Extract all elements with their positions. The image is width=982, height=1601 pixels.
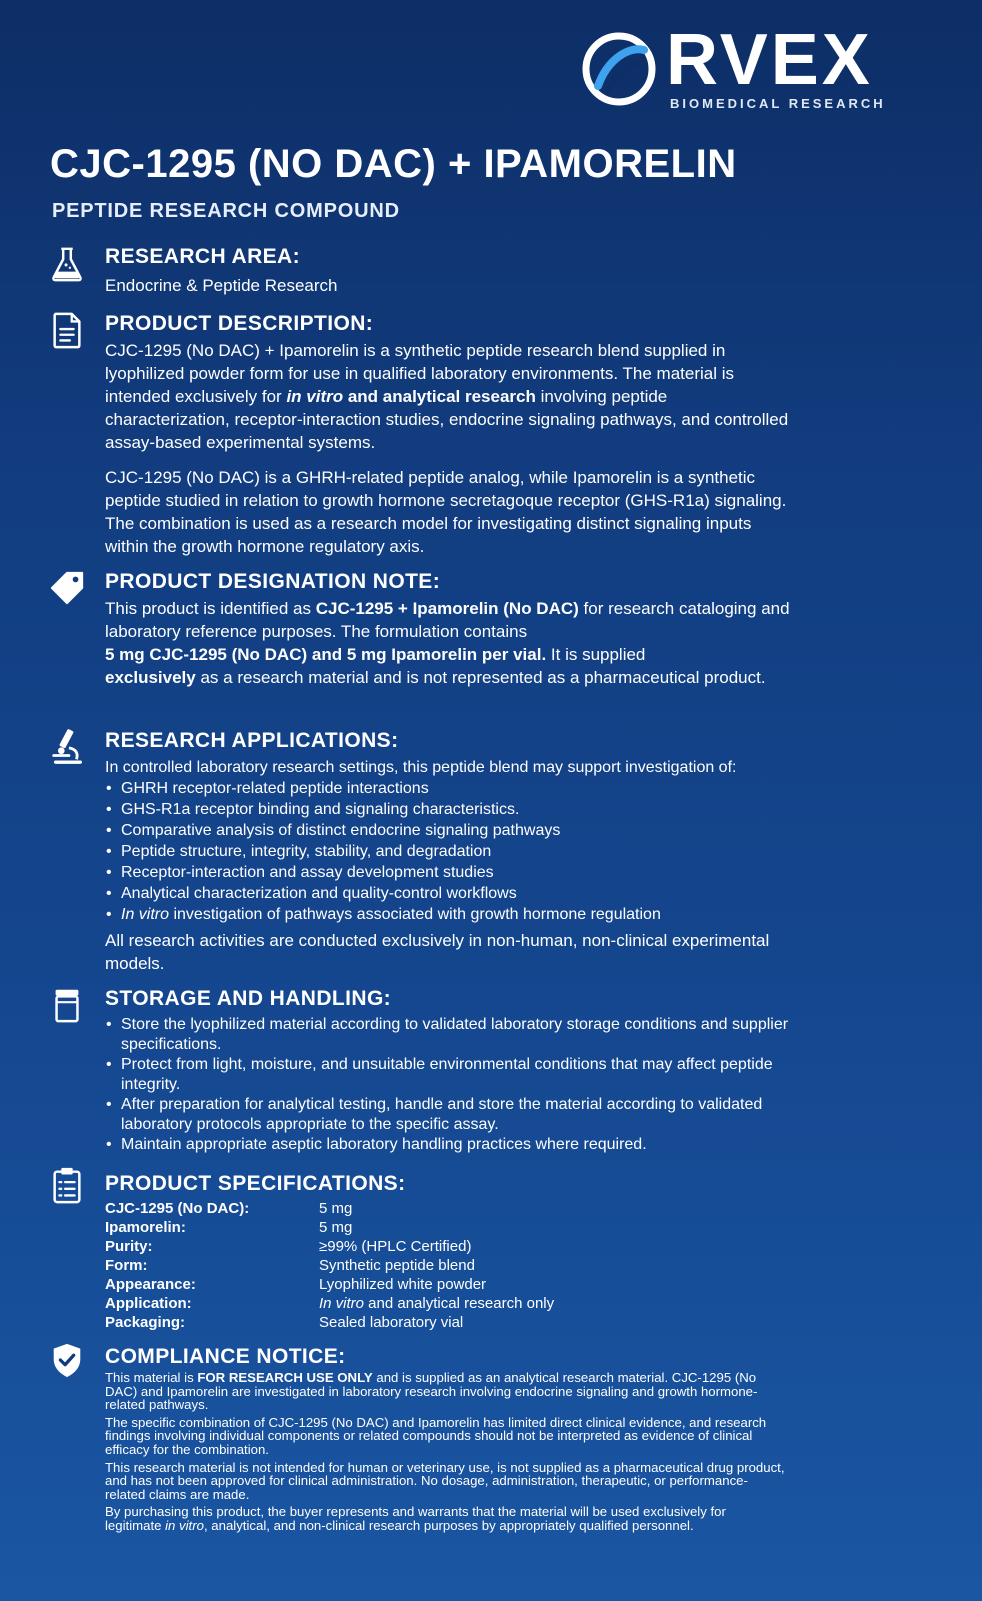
specifications-heading: PRODUCT SPECIFICATIONS: <box>105 1172 406 1195</box>
compliance-paragraph-2: The specific combination of CJC-1295 (No DAC) and Ipamorelin has limited direct clinical evidence, and research findings involving individual components or related compounds should not be interpreted as evidence of clinical efficacy for the combination. <box>105 1414 767 1457</box>
description-paragraph-2: CJC-1295 (No DAC) is a GHRH-related peptide analog, while Ipamorelin is a synthetic peptide studied in relation to growth hormone secretagoque receptor (GHS-R1a) signaling. The combination is used as a research model for investigating distinct signaling inputs within the growth hormone regulatory axis. <box>105 468 787 556</box>
microscope-icon <box>48 726 86 766</box>
compliance-text-end: , analytical, and non-clinical research purposes by appropriately qualified personnel. <box>203 1517 694 1533</box>
research-area-heading: RESEARCH AREA: <box>105 245 300 268</box>
container-icon <box>48 985 86 1025</box>
spec-key: Appearance: <box>105 1276 196 1293</box>
description-text-end: involving peptide characterization, receptor-interaction studies, endocrine signaling pathways, and controlled assay-based experimental systems. <box>105 387 789 452</box>
list-item: • Receptor-interaction and assay development studies <box>105 862 825 883</box>
analytical-emphasis: and analytical research <box>343 387 536 406</box>
list-item: • Maintain appropriate aseptic laboratory handling practices where required. <box>105 1135 805 1155</box>
list-item: • Analytical characterization and quality-control workflows <box>105 883 825 904</box>
spec-key: Form: <box>105 1257 148 1274</box>
designation-part-1: This product is identified as <box>105 599 316 618</box>
designation-section <box>105 569 795 689</box>
specifications-table <box>105 1199 795 1332</box>
brand-tagline: BIOMEDICAL RESEARCH <box>670 96 886 111</box>
in-vitro-emphasis: in vitro <box>286 387 344 406</box>
designation-formulation: 5 mg CJC-1295 (No DAC) and 5 mg Ipamorelin per vial. <box>105 645 547 664</box>
list-item: • Comparative analysis of distinct endocrine signaling pathways <box>105 820 825 841</box>
designation-part-3: for research cataloging and laboratory reference purposes. The formulation contains <box>105 599 790 641</box>
storage-section <box>105 986 805 1155</box>
compliance-paragraph-1 <box>105 1371 785 1412</box>
research-area-section <box>105 244 795 297</box>
description-heading: PRODUCT DESCRIPTION: <box>105 312 374 335</box>
spec-key: CJC-1295 (No DAC): <box>105 1200 250 1217</box>
research-area-text: Endocrine & Peptide Research <box>105 276 338 295</box>
orbit-logo-icon <box>578 28 660 110</box>
page-subtitle: PEPTIDE RESEARCH COMPOUND <box>52 200 400 222</box>
designation-part-7: as a research material and is not represented as a pharmaceutical product. <box>195 668 766 687</box>
designation-text <box>105 597 795 689</box>
description-section <box>105 311 795 558</box>
specifications-section <box>105 1171 795 1332</box>
spec-key: Packaging: <box>105 1314 186 1331</box>
designation-product-name: CJC-1295 + Ipamorelin (No DAC) <box>315 599 579 618</box>
applications-list <box>105 778 825 925</box>
compliance-section <box>105 1344 785 1537</box>
in-vitro-italic: In vitro <box>121 906 170 923</box>
spec-value: Lyophilized white powder <box>319 1276 487 1293</box>
list-item: • GHRH receptor-related peptide interactions <box>105 778 825 799</box>
applications-heading: RESEARCH APPLICATIONS: <box>105 729 399 752</box>
description-paragraph-1 <box>105 339 795 454</box>
spec-key: Ipamorelin: <box>105 1219 186 1236</box>
in-vitro-italic: In vitro <box>319 1295 365 1312</box>
spec-value-text: and analytical research only <box>364 1295 555 1312</box>
list-item: • Protect from light, moisture, and unsuitable environmental conditions that may affect peptide integrity. <box>105 1055 805 1095</box>
compliance-paragraph-3: This research material is not intended for human or veterinary use, is not supplied as a pharmaceutical drug product, and has not been approved for clinical administration. No dosage, administration, therapeutic, or performance-related claims are made. <box>105 1459 785 1502</box>
spec-value: ≥99% (HPLC Certified) <box>319 1238 472 1255</box>
research-use-only-label: FOR RESEARCH USE ONLY <box>197 1370 373 1385</box>
compliance-heading: COMPLIANCE NOTICE: <box>105 1345 346 1368</box>
shield-check-icon <box>48 1340 86 1380</box>
compliance-text: This material is <box>105 1370 198 1385</box>
storage-list <box>105 1015 805 1155</box>
list-item <box>105 904 825 925</box>
in-vitro-italic: in vitro <box>165 1517 204 1533</box>
designation-exclusive: exclusively <box>105 668 196 687</box>
clipboard-icon <box>48 1165 86 1205</box>
applications-footer: All research activities are conducted exclusively in non-human, non-clinical experimental models. <box>105 931 770 973</box>
designation-part-5: It is supplied <box>546 645 646 664</box>
list-item-text: investigation of pathways associated with growth hormone regulation <box>169 906 661 923</box>
applications-intro: In controlled laboratory research settings, this peptide blend may support investigation of: <box>105 759 737 776</box>
spec-value: 5 mg <box>319 1219 353 1236</box>
spec-value <box>319 1294 719 1313</box>
description-text: CJC-1295 (No DAC) + Ipamorelin is a synthetic peptide research blend supplied in lyophilized powder form for use in qualified laboratory environments. The material is intended exclusively for <box>105 341 734 406</box>
page-title: CJC-1295 (NO DAC) + IPAMORELIN <box>50 142 737 186</box>
spec-key: Application: <box>105 1295 192 1312</box>
flask-icon <box>48 244 86 284</box>
applications-section <box>105 728 825 975</box>
spec-value: Sealed laboratory vial <box>319 1314 464 1331</box>
compliance-text: By purchasing this product, the buyer represents and warrants that the material will be used exclusively for legitimate <box>105 1504 726 1533</box>
list-item: • After preparation for analytical testing, handle and store the material according to validated laboratory protocols appropriate to the specific assay. <box>105 1095 805 1135</box>
list-item: • Peptide structure, integrity, stability, and degradation <box>105 841 825 862</box>
compliance-text-end: and is supplied as an analytical research material. CJC-1295 (No DAC) and Ipamorelin are investigated in laboratory research involving endocrine signaling and growth hormone-related pathways. <box>105 1370 758 1413</box>
tag-icon <box>48 568 86 608</box>
brand-name: RVEX <box>666 20 873 100</box>
spec-value: Synthetic peptide blend <box>319 1257 475 1274</box>
compliance-paragraph-4 <box>105 1505 785 1532</box>
list-item: • Store the lyophilized material according to validated laboratory storage conditions and supplier specifications. <box>105 1015 805 1055</box>
document-icon <box>48 310 86 350</box>
storage-heading: STORAGE AND HANDLING: <box>105 987 392 1010</box>
designation-heading: PRODUCT DESIGNATION NOTE: <box>105 570 441 593</box>
list-item: • GHS-R1a receptor binding and signaling characteristics. <box>105 799 825 820</box>
brand-logo <box>578 20 898 118</box>
spec-value: 5 mg <box>319 1200 353 1217</box>
spec-key: Purity: <box>105 1238 153 1255</box>
